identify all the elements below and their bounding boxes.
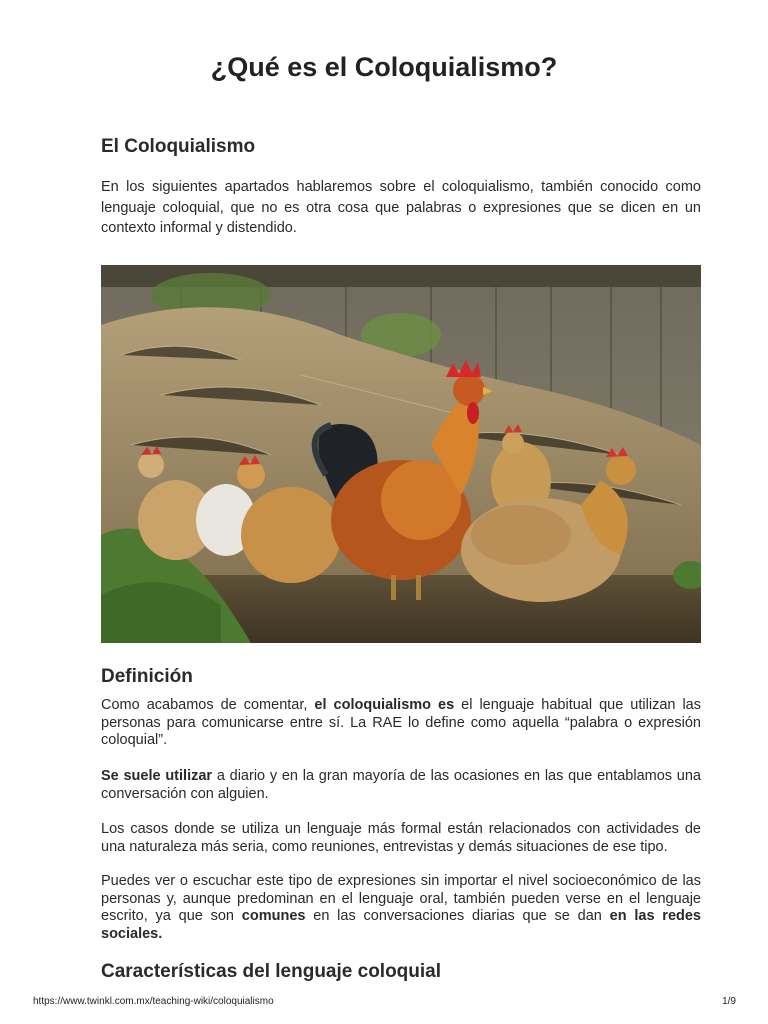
- footer-url: https://www.twinkl.com.mx/teaching-wiki/coloquialismo: [33, 996, 274, 1007]
- definition-paragraph-4: [101, 873, 701, 943]
- bold-run: comunes: [241, 908, 306, 924]
- text-run: a diario y en la gran mayoría de las ocasiones en las que entablamos una conversación con alguien.: [101, 768, 701, 802]
- text-run: Como acabamos de comentar,: [101, 697, 315, 713]
- definition-paragraph-1: [101, 697, 701, 750]
- page-number: 1/9: [722, 996, 736, 1007]
- heading-definicion: Definición: [101, 666, 193, 687]
- heading-el-coloquialismo: El Coloquialismo: [101, 136, 256, 157]
- definition-paragraph-2: [101, 768, 701, 803]
- bold-run: el coloquialismo es: [314, 697, 455, 713]
- bold-run: en las redes sociales.: [101, 908, 701, 942]
- chickens-illustration: [101, 265, 701, 643]
- page-title: ¿Qué es el Coloquialismo?: [210, 52, 558, 82]
- heading-caracteristicas: Características del lenguaje coloquial: [101, 961, 442, 982]
- chickens-photo: [101, 265, 701, 643]
- text-run: Puedes ver o escuchar este tipo de expresiones sin importar el nivel socioeconómico de las personas y, aunque predominan en el lenguaje oral, también pueden verse en el lenguaje escrito, ya que son: [101, 873, 701, 924]
- text-run: en las conversaciones diarias que se dan: [305, 908, 610, 924]
- intro-paragraph: En los siguientes apartados hablaremos sobre el coloquialismo, también conocido como lenguaje coloquial, que no es otra cosa que palabras o expresiones que se dicen en un contexto informal y distendido.: [101, 179, 701, 236]
- text-run: el lenguaje habitual que utilizan las personas para comunicarse entre sí. La RAE lo define como aquella “palabra o expresión coloquial”.: [101, 697, 701, 748]
- definition-paragraph-3: Los casos donde se utiliza un lenguaje más formal están relacionados con actividades de una naturaleza más seria, como reuniones, entrevistas y demás situaciones de ese tipo.: [101, 821, 701, 855]
- bold-run: Se suele utilizar: [101, 768, 213, 784]
